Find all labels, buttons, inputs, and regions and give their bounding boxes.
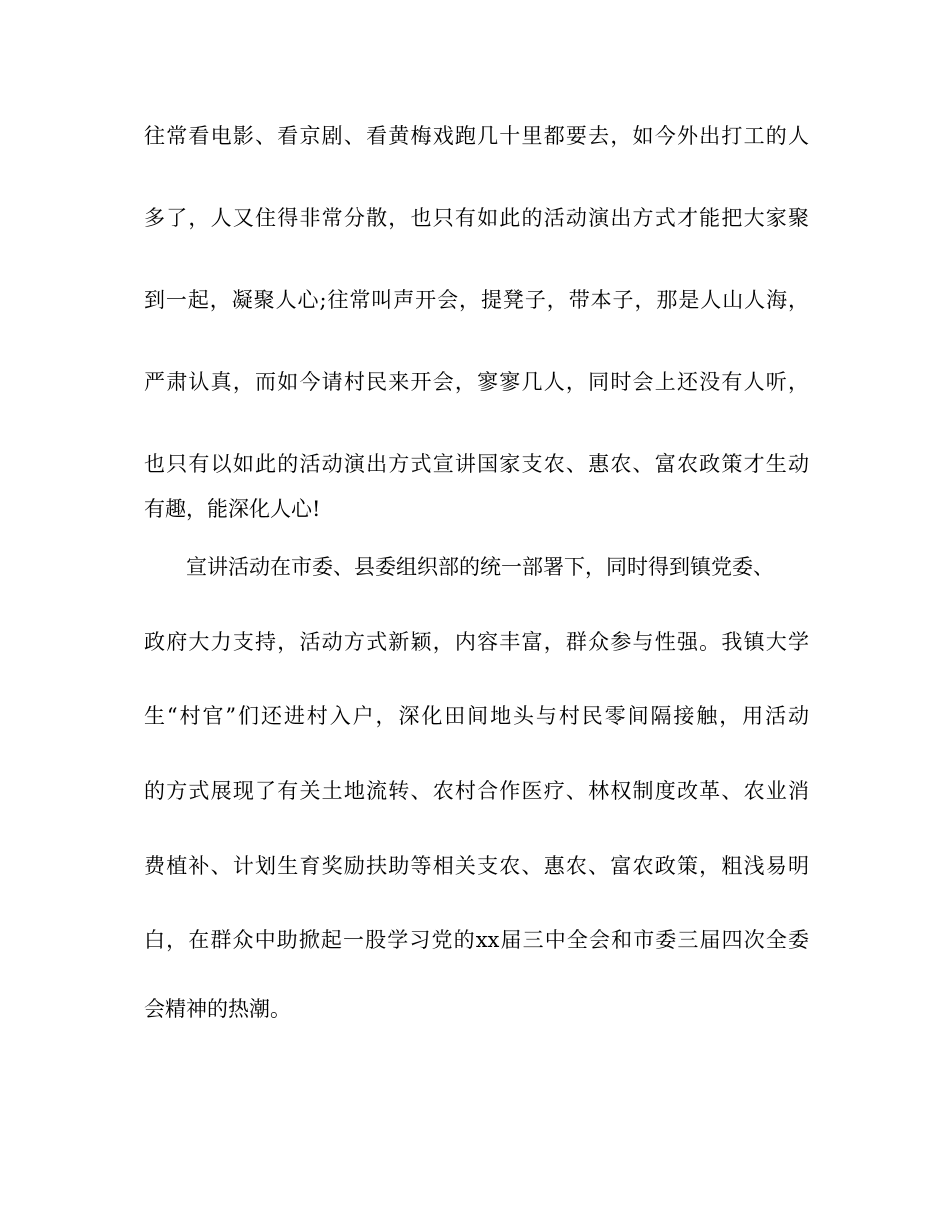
paragraph-line: 的方式展现了有关土地流转、农村合作医疗、林权制度改革、农业消 (144, 779, 809, 803)
paragraph-line: 到一起，凝聚人心;往常叫声开会，提凳子，带本子，那是人山人海， (144, 288, 809, 312)
paragraph-line: 也只有以如此的活动演出方式宣讲国家支农、惠农、富农政策才生动 (144, 452, 809, 476)
paragraph-line: 费植补、计划生育奖励扶助等相关支农、惠农、富农政策，粗浅易明 (144, 854, 809, 878)
paragraph-line: 白，在群众中助掀起一股学习党的xx届三中全会和市委三届四次全委 (144, 928, 809, 952)
paragraph-line: 有趣，能深化人心! (144, 497, 321, 521)
paragraph-first-line: 宣讲活动在市委、县委组织部的统一部署下，同时得到镇党委、 (186, 555, 774, 579)
paragraph-line: 往常看电影、看京剧、看黄梅戏跑几十里都要去，如今外出打工的人 (144, 124, 809, 148)
paragraph-line: 严肃认真，而如今请村民来开会，寥寥几人，同时会上还没有人听， (144, 370, 809, 394)
paragraph-line: 生“村官”们还进村入户，深化田间地头与村民零间隔接触，用活动 (144, 704, 809, 728)
paragraph-line: 会精神的热潮。 (144, 997, 291, 1021)
paragraph-line: 政府大力支持，活动方式新颖，内容丰富，群众参与性强。我镇大学 (144, 630, 809, 654)
paragraph-line: 多了，人又住得非常分散，也只有如此的活动演出方式才能把大家聚 (144, 206, 809, 230)
